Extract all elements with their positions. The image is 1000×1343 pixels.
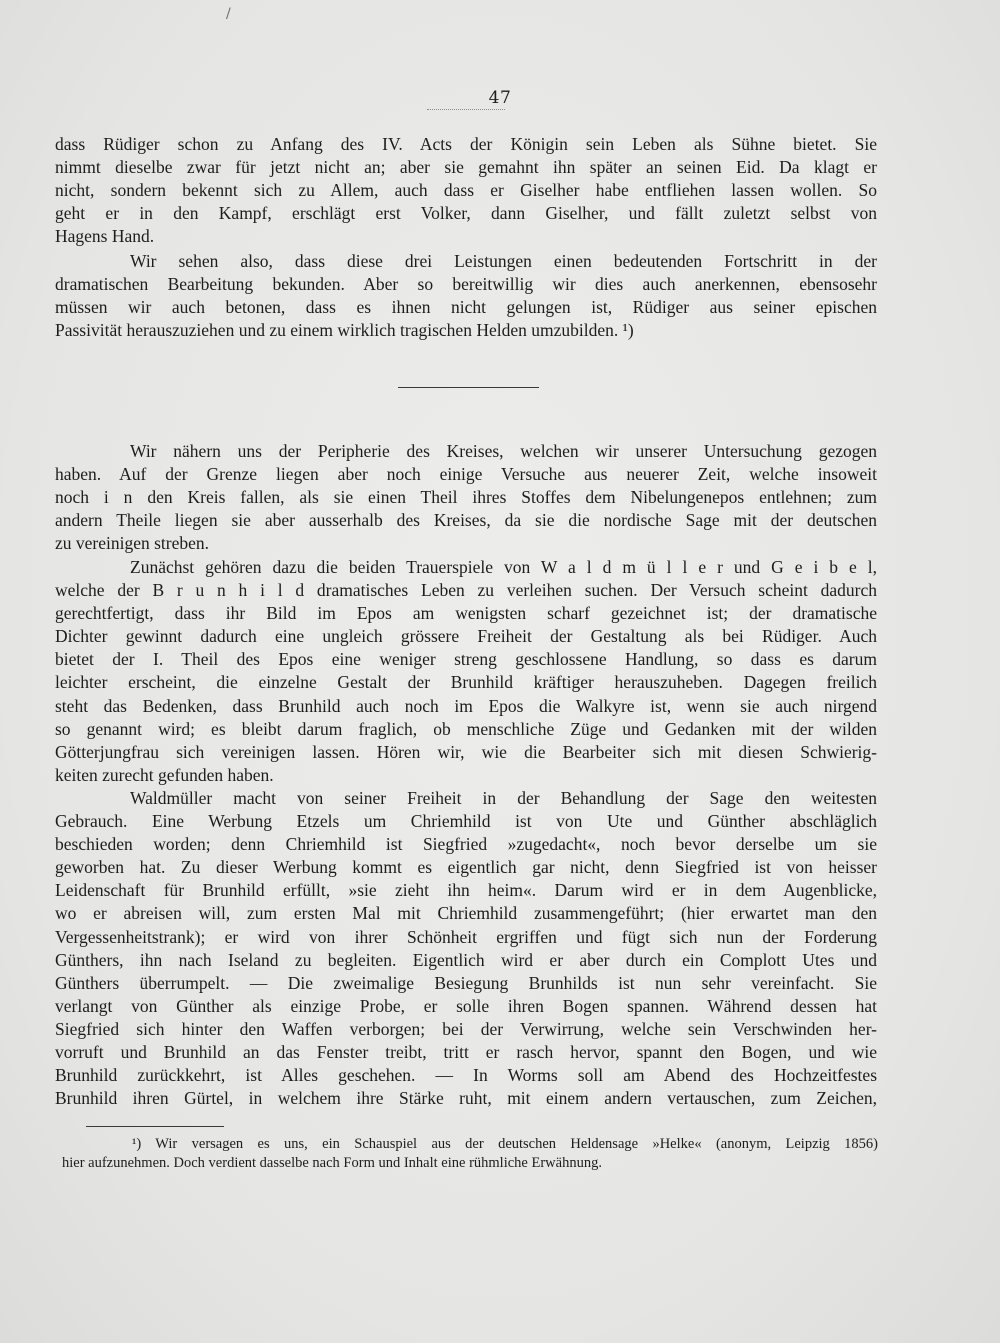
text-line: haben. Auf der Grenze liegen aber noch einige Versuche aus neuerer Zeit, welche insoweit [55,464,877,485]
paragraph-periphery [55,440,877,555]
text-line: dramatischen Bearbeitung bekunden. Aber so bereitwillig wir dies auch anerkennen, ebensosehr [55,274,877,295]
section-divider [398,387,539,388]
text-line: Gebrauch. Eine Werbung Etzels um Chriemhild ist von Ute und Günther abschläglich [55,811,877,832]
text-line: Götterjungfrau sich vereinigen lassen. Hören wir, wie die Bearbeiter sich mit diesen Schwierig- [55,741,877,762]
text-line: Wir sehen also, dass diese drei Leistungen einen bedeutenden Fortschritt in der [130,251,877,271]
footnote-line: ¹) Wir versagen es uns, ein Schauspiel aus der deutschen Heldensage »Helke« (anonym, Leipzig 1856) [132,1136,878,1152]
paragraph-waldmueller-geibel [55,556,877,787]
text-line: Hagens Hand. [55,226,155,247]
text-line: Waldmüller macht von seiner Freiheit in der Behandlung der Sage den weitesten [130,788,877,808]
text-line: so genannt wird; es bleibt darum fraglich, ob menschliche Züge und Gedanken mit der wilden [55,718,877,739]
text-line: leichter erscheint, die einzelne Gestalt der Brunhild kräftiger herauszuheben. Dagegen freilich [55,672,877,693]
paragraph-ruediger-conclusion [55,133,877,248]
text-line: wo er abreisen will, zum ersten Mal mit Chriemhild zusammengeführt; (hier erwartet man den [55,903,877,924]
text-line: welche der B r u n h i l d dramatisches Leben zu verleihen suchen. Der Versuch scheint dadurch [55,580,877,601]
page-number-ornament [427,106,505,110]
text-line: Siegfried sich hinter den Waffen verborgen; bei der Verwirrung, welche sein Verschwinden her- [55,1018,877,1039]
text-line: geworben hat. Zu dieser Werbung kommt es eigentlich gar nicht, denn Siegfried ist von heisser [55,857,877,878]
text-line: Passivität herauszuziehen und zu einem wirklich tragischen Helden umzubilden. ¹) [55,320,634,341]
text-line: Brunhild zurückkehrt, ist Alles geschehen. — In Worms soll am Abend des Hochzeitfestes [55,1065,877,1086]
footnote [62,1135,878,1173]
paragraph-waldmueller-freedom [55,787,877,1110]
text-line: gerechtfertigt, dass ihr Bild im Epos am wenigsten scharf gezeichnet ist; der dramatische [55,603,877,624]
text-line: beschieden worden; denn Chriemhild ist Siegfried »zugedacht«, noch bevor derselbe um sie [55,834,877,855]
text-line: Vergessenheitstrank); er wird von ihrer Schönheit ergriffen und fügt sich nun der Forderung [55,926,877,947]
text-line: Günthers, ihn nach Iseland zu begleiten. Eigentlich wird er aber durch ein Complott Utes und [55,949,877,970]
text-line: noch i n den Kreis fallen, als sie einen Theil ihres Stoffes dem Nibelungenepos entlehnen; zum [55,487,877,508]
text-line: vorruft und Brunhild an das Fenster treibt, tritt er rasch hervor, spannt den Bogen, und wie [55,1042,877,1063]
text-line: müssen wir auch betonen, dass es ihnen nicht gelungen ist, Rüdiger aus seiner epischen [55,297,877,318]
text-line: Günthers überrumpelt. — Die zweimalige Besiegung Brunhilds ist nun sehr vereinfacht. Sie [55,972,877,993]
text-line: Brunhild ihren Gürtel, in welchem ihre Stärke ruht, mit einem andern vertauschen, zum Zeichen, [55,1088,877,1109]
text-line: Wir nähern uns der Peripherie des Kreises, welchen wir unserer Untersuchung gezogen [130,441,877,461]
footnote-line: hier aufzunehmen. Doch verdient dasselbe nach Form und Inhalt eine rühmliche Erwähnung. [62,1155,602,1171]
text-line: dass Rüdiger schon zu Anfang des IV. Acts der Königin sein Leben als Sühne bietet. Sie [55,134,877,154]
text-line: Dichter gewinnt dadurch eine ungleich grössere Freiheit der Gestaltung als bei Rüdiger. Auch [55,626,877,647]
text-line: nimmt dieselbe zwar für jetzt nicht an; aber sie gemahnt ihn später an seinen Eid. Da klagt er [55,157,877,178]
text-line: Leidenschaft für Brunhild erfüllt, »sie zieht ihn heim«. Darum wird er in dem Augenblicke, [55,880,877,901]
paragraph-summary [55,250,877,342]
footnote-divider [86,1126,224,1127]
text-line: zu vereinigen streben. [55,533,210,554]
text-line: nicht, sondern bekennt sich zu Allem, auch dass er Giselher habe entfliehen lassen wollen. So [55,180,877,201]
text-line: verlangt von Günther als einzige Probe, er solle ihren Bogen spannen. Während dessen hat [55,995,877,1016]
text-line: geht er in den Kampf, erschlägt erst Volker, dann Giselher, und fällt zuletzt selbst von [55,203,877,224]
text-line: bietet der I. Theil des Epos eine weniger streng geschlossene Handlung, so dass es darum [55,649,877,670]
margin-mark: / [226,6,231,22]
page-number: 47 [488,88,512,108]
text-line: steht das Bedenken, dass Brunhild auch noch im Epos die Walkyre ist, wenn sie auch nirgend [55,695,877,716]
text-line: keiten zurecht gefunden haben. [55,764,274,785]
text-line: Zunächst gehören dazu die beiden Trauerspiele von W a l d m ü l l e r und G e i b e l, [130,557,877,577]
text-line: andern Theile liegen sie aber ausserhalb des Kreises, da sie die nordische Sage mit der deutschen [55,510,877,531]
